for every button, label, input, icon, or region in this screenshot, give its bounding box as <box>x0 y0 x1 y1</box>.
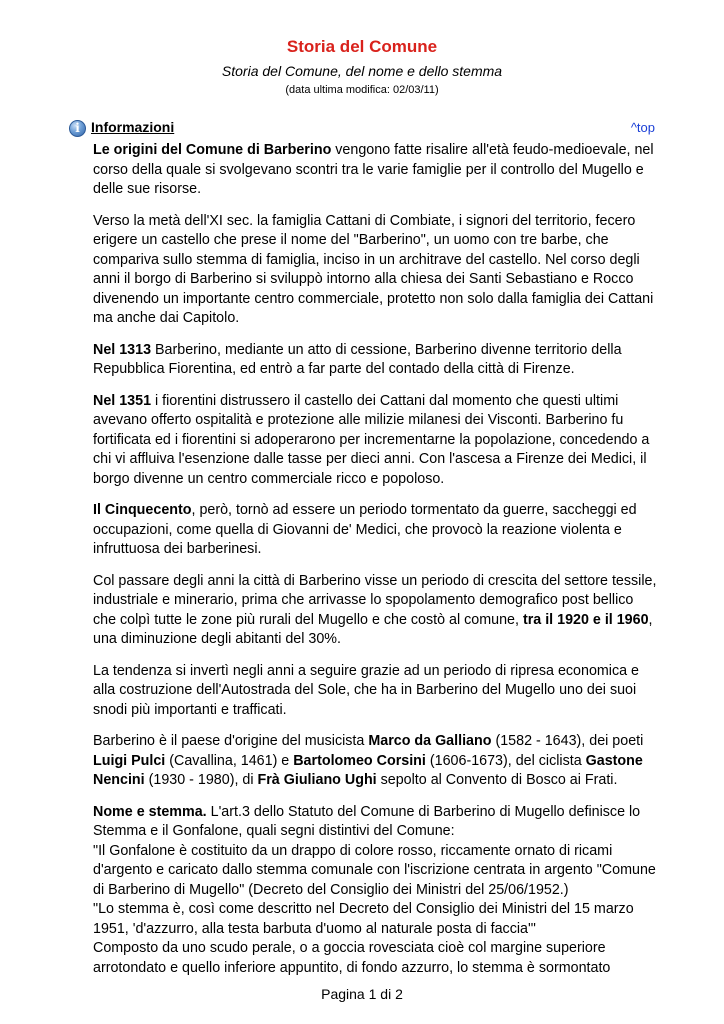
bold-text: Nel 1313 <box>93 341 152 358</box>
text-run: Barberino è il paese d'origine del musicista <box>93 733 369 749</box>
paragraph <box>93 732 658 791</box>
text-run: , una diminuzione degli abitanti del 30%. <box>93 611 653 647</box>
page-number: Pagina 1 di 2 <box>321 986 403 1002</box>
bold-text: Nel 1351 <box>93 392 152 409</box>
info-icon: i <box>69 120 86 137</box>
bold-text: Gastone Nencini <box>93 752 643 788</box>
text-run: (1582 - 1643), dei poeti <box>491 733 644 749</box>
paragraph <box>93 141 658 200</box>
text-run: Barberino, mediante un atto di cessione, Barberino divenne territorio della Repubblica Fiorentina, ed entrò a far parte del contado della città di Firenze. <box>93 341 622 377</box>
paragraph <box>93 212 658 329</box>
text-run: sepolto al Convento di Bosco ai Frati. <box>376 772 618 788</box>
text-run: Verso la metà dell'XI sec. la famiglia Cattani di Combiate, i signori del territorio, fecero erigere un castello che prese il nome del "Barberino", un uomo con tre barbe, che compariva sullo stemma di famiglia, inciso in un architrave del castello. Nel corso degli anni il borgo di Barberino si sviluppò intorno alla chiesa dei Santi Sebastiano e Rocco divenendo un importante centro commerciale, protetto non solo dalla famiglia dei Cattani ma anche dai Capitolo. <box>93 212 654 326</box>
bold-text: Nome e stemma. <box>93 803 207 820</box>
bold-text: Luigi Pulci <box>93 752 166 769</box>
top-link[interactable]: ^top <box>630 120 655 135</box>
text-run: L'art.3 dello Statuto del Comune di Barberino di Mugello definisce lo Stemma e il Gonfalone, quali segni distintivi del Comune: <box>93 803 641 839</box>
last-modified-date: (data ultima modifica: 02/03/11) <box>285 84 439 96</box>
text-run: Composto da uno scudo perale, o a goccia rovesciata cioè col margine superiore arrotondato e quello inferiore appuntito, di fondo azzurro, lo stemma è sormontato <box>93 940 611 976</box>
text-run: (1606-1673), del ciclista <box>425 752 586 769</box>
paragraph <box>93 501 658 560</box>
bold-text: Il Cinquecento <box>93 502 192 518</box>
text-run: La tendenza si invertì negli anni a seguire grazie ad un periodo di ripresa economica e alla costruzione dell'Autostrada del Sole, che ha in Barberino del Mugello uno dei suoi snodi più importanti e trafficati. <box>93 662 640 718</box>
text-run: Col passare degli anni la città di Barberino visse un periodo di crescita del settore tessile, industriale e minerario, prima che arrivasse lo spopolamento demografico post bellico che colpì tutte le zone più rurali del Mugello e che costò al comune, <box>93 572 657 628</box>
text-run: "Il Gonfalone è costituito da un drappo di colore rosso, riccamente ornato di ricami d'argento e caricato dallo stemma comunale con l'iscrizione centrata in argento "Comune di Barberino di Mugello" (Decreto del Consiglio dei Ministri del 25/06/1952.) <box>93 842 656 898</box>
paragraph <box>93 803 658 979</box>
page-subtitle: Storia del Comune, del nome e dello stemma <box>221 63 503 79</box>
text-run: i fiorentini distrussero il castello dei Cattani dal momento che questi ultimi avevano offerto ospitalità e protezione alle milizie milanesi dei Visconti. Barberino fu fortificata ed i fiorentini si adoperarono per incrementarne la popolazione, concedendo a chi vi affluiva l'esenzione dalle tasse per dieci anni. Con l'ascesa a Firenze dei Medici, il borgo divenne un centro commerciale ricco e popoloso. <box>93 392 650 487</box>
section-header <box>69 118 657 140</box>
text-run: vengono fatte risalire all'età feudo-medioevale, nel corso della quale si svolgevano scontri tra le varie famiglie per il controllo del Mugello e delle sue risorse. <box>93 142 654 197</box>
bold-text: Bartolomeo Corsini <box>293 752 426 769</box>
text-run: "Lo stemma è, così come descritto nel Decreto del Consiglio dei Ministri del 15 marzo 1951, 'd'azzurro, alla testa barbuta d'uomo al naturale posta di faccia'" <box>93 901 634 937</box>
paragraph <box>93 392 658 490</box>
bold-text: Le origini del Comune di Barberino <box>93 142 332 158</box>
bold-text: Marco da Galliano <box>368 733 492 749</box>
text-run: , però, tornò ad essere un periodo tormentato da guerre, saccheggi ed occupazioni, come quella di Giovanni de' Medici, che provocò la reazione violenta e infruttuosa dei barberinesi. <box>93 502 637 557</box>
bold-text: Frà Giuliano Ughi <box>257 772 377 788</box>
bold-text: tra il 1920 e il 1960 <box>522 611 649 628</box>
paragraph <box>93 341 658 380</box>
article-body <box>93 141 658 978</box>
text-run: (Cavallina, 1461) e <box>165 752 294 769</box>
paragraph <box>93 572 658 650</box>
text-run: (1930 - 1980), di <box>144 772 258 788</box>
paragraph <box>93 662 658 721</box>
section-title: Informazioni <box>91 119 175 135</box>
page-title: Storia del Comune <box>286 37 438 56</box>
